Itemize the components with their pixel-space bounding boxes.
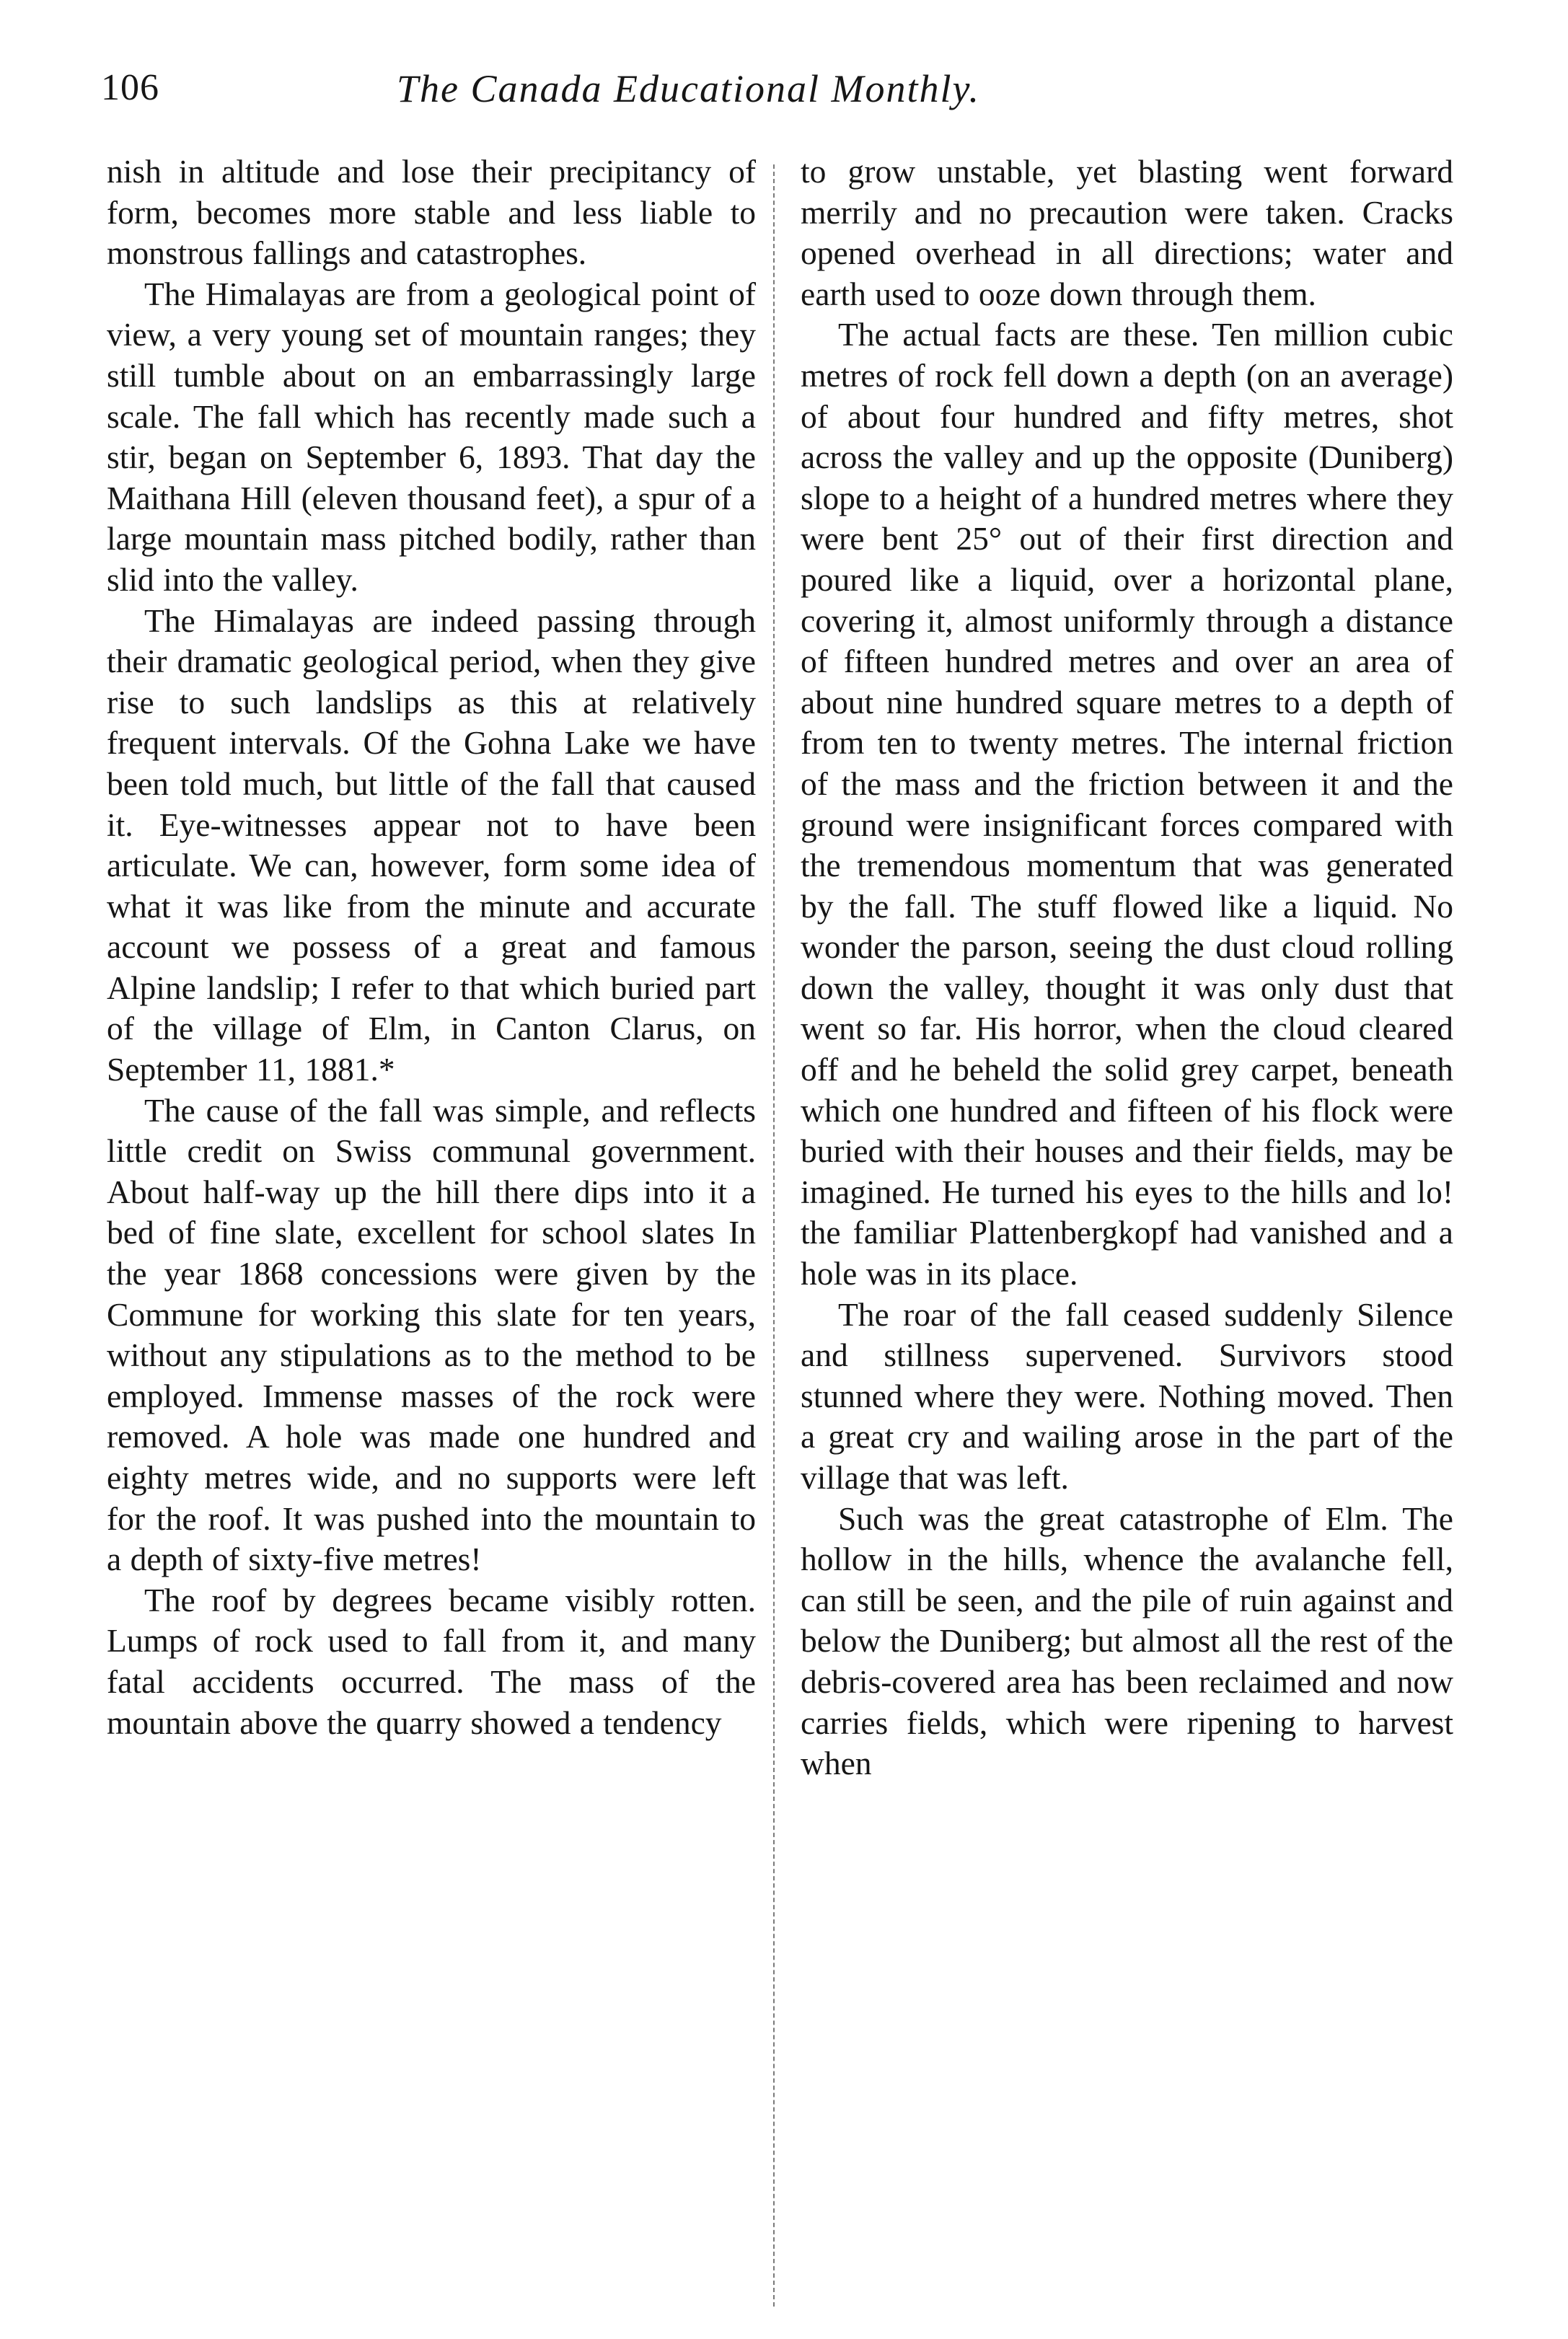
left-column bbox=[107, 151, 756, 1743]
paragraph-actual-facts: The actual facts are these. Ten million cubic metres of rock fell down a depth (on an average) of about four hundred and fifty metres, shot across the valley and up the opposite (Duniberg) slope to a height of a hundred metres where they were bent 25° out of their first direction and poured like a liquid, over a horizontal plane, covering it, almost uniformly through a distance of fifteen hundred metres and over an area of about nine hundred square metres to a depth of from ten to twenty metres. The internal friction of the mass and the friction between it and the ground were insignificant forces compared with the tremendous momentum that was generated by the fall. The stuff flowed like a liquid. No wonder the parson, seeing the dust cloud rolling down the valley, thought it was only dust that went so far. His horror, when the cloud cleared off and he beheld the solid grey carpet, beneath which one hundred and fifteen of his flock were buried with their houses and their fields, may be imagined. He turned his eyes to the hills and lo! the familiar Plattenbergkopf had vanished and a hole was in its place. bbox=[801, 316, 1453, 1292]
paragraph-catastrophe-of-elm: Such was the great catastrophe of Elm. The hollow in the hills, whence the avalanche fell, can still be seen, and the pile of ruin against and below the Duniberg; but almost all the rest of the debris-covered area has been reclaimed and now carries fields, which were ripening to harvest when bbox=[801, 1499, 1453, 1782]
right-column bbox=[801, 151, 1453, 1784]
paragraph-unstable: to grow unstable, yet blasting went forward merrily and no precaution were taken. Cracks opened overhead in all directions; water and earth used to ooze down through them. bbox=[801, 153, 1453, 312]
paragraph-continuation: nish in altitude and lose their precipitancy of form, becomes more stable and less liable to monstrous fallings and catastrophes. bbox=[107, 153, 756, 272]
paragraph-roof-rotten: The roof by degrees became visibly rotten. Lumps of rock used to fall from it, and many fatal accidents occurred. The mass of the mountain above the quarry showed a tendency bbox=[107, 1581, 756, 1741]
paragraph-himalayas-dramatic: The Himalayas are indeed passing through their dramatic geological period, when they give rise to such landslips as this at relatively frequent intervals. Of the Gohna Lake we have been told much, but little of the fall that caused it. Eye-witnesses appear not to have been articulate. We can, however, form some idea of what it was like from the minute and accurate account we possess of a great and famous Alpine landslip; I refer to that which buried part of the village of Elm, in Canton Clarus, on September 11, 1881.* bbox=[107, 602, 756, 1088]
page-header bbox=[101, 66, 1471, 124]
paragraph-cause-of-fall: The cause of the fall was simple, and reflects little credit on Swiss communal government. About half-way up the hill there dips into it a bed of fine slate, excellent for school slates In the year 1868 concessions were given by the Commune for working this slate for ten years, without any stipulations as to the method to be employed. Immense masses of the rock were removed. A hole was made one hundred and eighty metres wide, and no supports were left for the roof. It was pushed into the mountain to a depth of sixty-five metres! bbox=[107, 1091, 756, 1578]
column-divider bbox=[773, 164, 775, 2307]
paragraph-roar-ceased: The roar of the fall ceased suddenly Silence and stillness supervened. Survivors stood stunned where they were. Nothing moved. Then a great cry and wailing arose in the part of the village that was left. bbox=[801, 1295, 1453, 1496]
paragraph-himalayas-young: The Himalayas are from a geological point of view, a very young set of mountain ranges; they still tumble about on an embarrassingly large scale. The fall which has recently made such a stir, began on September 6, 1893. That day the Maithana Hill (eleven thousand feet), a spur of a large mountain mass pitched bodily, rather than slid into the valley. bbox=[107, 275, 756, 598]
running-title: The Canada Educational Monthly. bbox=[397, 67, 980, 110]
page-number: 106 bbox=[101, 67, 159, 108]
